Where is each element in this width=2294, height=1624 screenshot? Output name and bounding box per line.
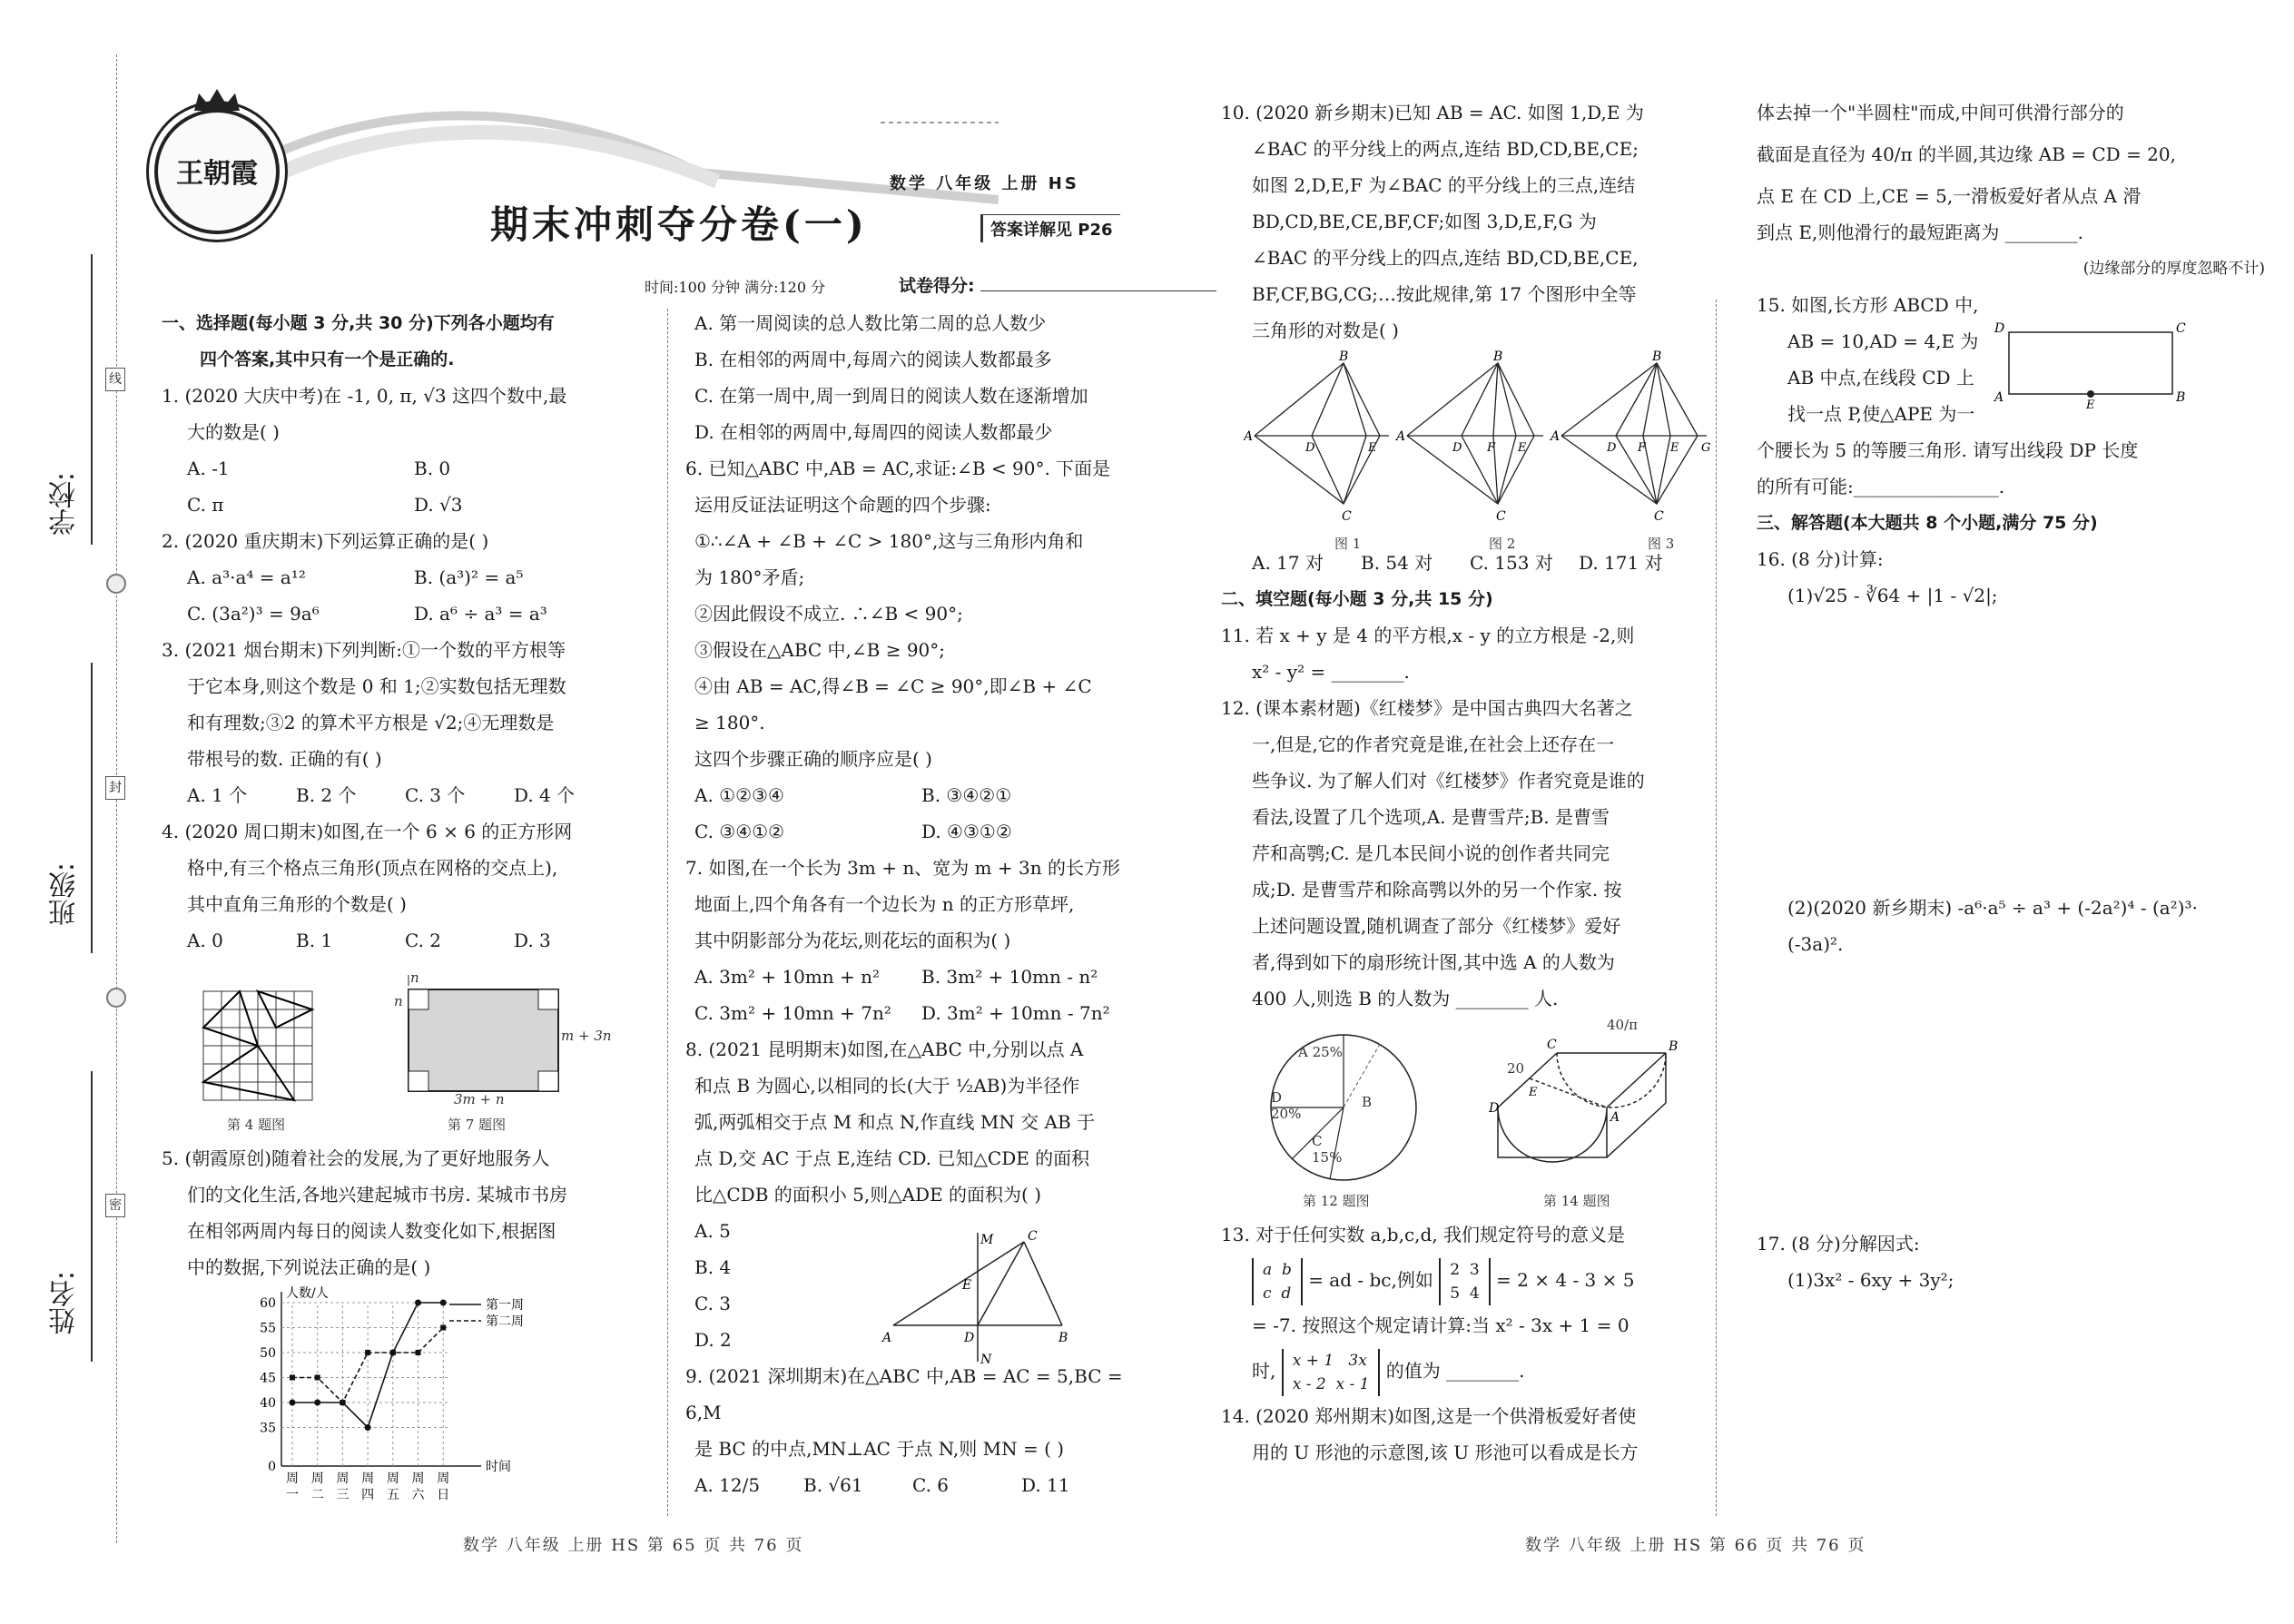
q10-option-b[interactable]: B. 54 对: [1361, 552, 1433, 574]
q6-step4: ④由 AB = AC,得∠B = ∠C ≥ 90°,即∠B + ∠C: [694, 675, 1092, 697]
q10-fig3-caption: 图 3: [1648, 536, 1675, 552]
q7-options-row2: [685, 995, 1157, 1031]
class-label: 班级:: [49, 862, 81, 927]
svg-text:C: C: [1028, 1229, 1038, 1244]
series-2-point: [440, 1325, 446, 1331]
q7-option-a[interactable]: A. 3m² + 10mn + n²: [694, 966, 881, 988]
svg-text:G: G: [1701, 441, 1711, 455]
q9-options: [685, 1467, 1157, 1503]
q2-options-row2: [162, 595, 652, 632]
q6-options-row1: [685, 777, 1157, 813]
q4-grid-figure: [202, 989, 320, 1107]
y-tick-label: 45: [260, 1371, 276, 1386]
x-tick-label-bottom: 一: [286, 1488, 299, 1502]
q5-option-a[interactable]: A. 第一周阅读的总人数比第二周的总人数少: [694, 312, 1047, 334]
series-2-point: [390, 1350, 396, 1355]
q5-line4: 中的数据,下列说法正确的是( ): [187, 1256, 431, 1278]
svg-text:C: C: [1547, 1038, 1557, 1052]
q8-option-c[interactable]: C. 3: [694, 1293, 732, 1314]
q10-line7: 三角形的对数是( ): [1252, 320, 1399, 341]
q13-line4: [1221, 1343, 1702, 1398]
x-axis-label: 时间: [486, 1460, 511, 1474]
svg-text:D: D: [1994, 321, 2005, 336]
name-blank: [91, 1071, 93, 1362]
score-label: [899, 272, 1216, 297]
q12-line2: 一,但是,它的作者究竟是谁,在社会上还存在一: [1252, 733, 1615, 755]
q16-part1: (1)√25 - ∛64 + |1 - √2|;: [1787, 585, 1998, 606]
svg-text:A: A: [1994, 390, 2004, 405]
q7-options-row1: [685, 959, 1157, 995]
class-blank: [91, 663, 93, 953]
q2-option-c[interactable]: C. (3a²)³ = 9a⁶: [187, 603, 320, 625]
q6-line1: 6. 已知△ABC 中,AB = AC,求证:∠B < 90°. 下面是: [685, 458, 1111, 479]
q12-line4: 看法,设置了几个选项,A. 是曹雪芹;B. 是曹雪: [1252, 806, 1610, 828]
q10-options: [1221, 545, 1702, 581]
series-2-point: [340, 1400, 345, 1405]
q6-option-d[interactable]: D. ④③①②: [921, 821, 1012, 842]
q4-line3: 其中直角三角形的个数是( ): [187, 893, 407, 915]
q6-step3: ③假设在△ABC 中,∠B ≥ 90°;: [694, 639, 946, 661]
q5-option-c[interactable]: C. 在第一周中,周一到周日的阅读人数在逐渐增加: [694, 385, 1088, 407]
q1-options-row2: [162, 487, 652, 523]
footer-left: 数学 八年级 上册 HS 第 65 页 共 76 页: [463, 1536, 804, 1555]
q14-line1: 14. (2020 郑州期末)如图,这是一个供滑板爱好者使: [1221, 1405, 1637, 1427]
q12-line6: 成;D. 是曹雪芹和除高鹗以外的另一个作家. 按: [1252, 879, 1622, 901]
q4-option-c[interactable]: C. 2: [405, 930, 442, 951]
q7-figure-caption: 第 7 题图: [448, 1117, 507, 1133]
q3-line4: 带根号的数. 正确的有( ): [187, 748, 382, 770]
svg-text:A: A: [882, 1331, 892, 1345]
y-axis-label: 人数/人: [286, 1286, 329, 1301]
q15-rect-figure: [1993, 318, 2201, 408]
q10-line1: 10. (2020 新乡期末)已知 AB = AC. 如图 1,D,E 为: [1221, 102, 1644, 123]
x-tick-label-top: 周: [336, 1471, 350, 1486]
column-1: [162, 305, 652, 959]
y-tick-label: 60: [260, 1296, 276, 1311]
q4-line1: 4. (2020 周口期末)如图,在一个 6 × 6 的正方形网: [162, 821, 573, 842]
q6-step1b: 为 180°矛盾;: [694, 566, 805, 588]
time-line: 时间:100 分钟 满分:120 分: [645, 279, 826, 296]
svg-text:D: D: [1305, 441, 1315, 455]
q8-line2: 和点 B 为圆心,以相同的长(大于 ½AB)为半径作: [694, 1075, 1080, 1097]
q14-cont-2: 截面是直径为 40/π 的半圆,其边缘 AB = CD = 20,: [1757, 143, 2176, 165]
q10-option-c[interactable]: C. 153 对: [1470, 552, 1553, 574]
q3-option-a[interactable]: A. 1 个: [187, 784, 248, 806]
q12-pie-label-a: A 25%: [1298, 1044, 1343, 1060]
q14-cont-1: 体去掉一个"半圆柱"而成,中间可供滑行部分的: [1757, 102, 2124, 123]
q16-part2: (2)(2020 新乡期末) -a⁶·a⁵ ÷ a³ + (-2a²)⁴ - (a²)³·: [1787, 897, 2198, 919]
q14-cont-4: 到点 E,则他滑行的最短距离为 ________.: [1757, 221, 2084, 243]
x-tick-label-bottom: 二: [310, 1488, 324, 1502]
svg-text:C: C: [1496, 509, 1506, 524]
answer-ref-box: [980, 214, 1120, 242]
q3-line3: 和有理数;③2 的算术平方根是 √2;④无理数是: [187, 712, 555, 733]
q8-option-b[interactable]: B. 4: [694, 1256, 732, 1278]
q5-line2: 们的文化生活,各地兴建起城市书房. 某城市书房: [187, 1184, 568, 1206]
q2-option-d[interactable]: D. a⁶ ÷ a³ = a³: [414, 603, 547, 625]
subject-line: 数学 八年级 上册 HS: [890, 174, 1079, 193]
series-1-point: [365, 1424, 371, 1431]
seal-mark-secret: 密: [105, 1194, 125, 1217]
q13-det-question: x + 1 3x x - 2 x - 1: [1282, 1349, 1381, 1396]
q13-def: = ad - bc,例如: [1308, 1269, 1433, 1291]
svg-text:E: E: [1529, 1086, 1538, 1099]
x-tick-label-bottom: 三: [336, 1488, 350, 1502]
q12-pie-label-b: B: [1362, 1094, 1373, 1110]
series-line-1: [292, 1303, 443, 1428]
y-tick-label: 40: [260, 1396, 276, 1411]
x-tick-label-top: 周: [386, 1471, 399, 1486]
school-label: 学校:: [49, 472, 81, 536]
section-2-heading: 二、填空题(每小题 3 分,共 15 分): [1221, 589, 1493, 609]
q4-option-d[interactable]: D. 3: [514, 930, 551, 951]
q15-line3: AB 中点,在线段 CD 上: [1787, 367, 1974, 389]
x-tick-label-bottom: 四: [361, 1488, 375, 1502]
q16-part2b: (-3a)².: [1787, 933, 1844, 955]
y-tick-label: 55: [260, 1321, 276, 1336]
q2-line1: 2. (2020 重庆期末)下列运算正确的是( ): [162, 530, 489, 552]
q9-line2: 是 BC 的中点,MN⊥AC 于点 N,则 MN = ( ): [694, 1438, 1065, 1460]
q6-option-b[interactable]: B. ③④②①: [921, 784, 1012, 806]
svg-text:E: E: [2086, 399, 2095, 408]
y-origin-label: 0: [268, 1460, 276, 1474]
svg-text:E: E: [1368, 441, 1377, 455]
q10-line5: ∠BAC 的平分线上的四点,连结 BD,CD,BE,CE,: [1252, 247, 1639, 269]
q10-fig2-caption: 图 2: [1489, 536, 1516, 552]
q15-line1: 15. 如图,长方形 ABCD 中,: [1757, 294, 1979, 316]
q7-label-height: m + 3n: [561, 1028, 612, 1044]
svg-text:A: A: [1551, 429, 1561, 444]
x-tick-label-top: 周: [437, 1471, 450, 1486]
q8-line5: 比△CDB 的面积小 5,则△ADE 的面积为( ): [694, 1184, 1041, 1206]
svg-text:A: A: [1244, 429, 1254, 444]
q2-option-a[interactable]: A. a³·a⁴ = a¹²: [187, 566, 306, 588]
series-2-point: [290, 1375, 295, 1381]
q13-line1: 13. 对于任何实数 a,b,c,d, 我们规定符号的意义是: [1221, 1224, 1626, 1245]
series-1-point: [290, 1400, 296, 1406]
q10-line6: BF,CF,BG,CG;…按此规律,第 17 个图形中全等: [1252, 283, 1637, 305]
column-3: [1221, 94, 1702, 349]
q3-option-c[interactable]: C. 3 个: [405, 784, 466, 806]
q12-pie-label-c: C 15%: [1312, 1133, 1343, 1166]
svg-text:D: D: [1452, 441, 1462, 455]
y-tick-label: 50: [260, 1346, 276, 1361]
series-2-point: [416, 1350, 421, 1355]
svg-text:F: F: [1487, 441, 1496, 455]
q8-option-d[interactable]: D. 2: [694, 1329, 732, 1351]
svg-text:F: F: [1638, 441, 1647, 455]
q6-line2: 运用反证法证明这个命题的四个步骤:: [694, 494, 991, 516]
q13-line3: = -7. 按照这个规定请计算:当 x² - 3x + 1 = 0: [1252, 1314, 1629, 1336]
q6-step2: ②因此假设不成立. ∴∠B < 90°;: [694, 603, 963, 625]
svg-text:C: C: [2176, 321, 2186, 336]
q5-line1: 5. (朝霞原创)随着社会的发展,为了更好地服务人: [162, 1147, 550, 1169]
q7-label-n-left: n: [394, 993, 403, 1009]
q7-label-n-top: n: [410, 969, 419, 986]
series-2-point: [315, 1375, 320, 1381]
svg-text:B: B: [2176, 390, 2186, 405]
column-3-lower: [1221, 1216, 1702, 1471]
q1-options-row1: [162, 450, 652, 487]
q7-option-c[interactable]: C. 3m² + 10mn + 7n²: [694, 1002, 891, 1024]
footer-right: 数学 八年级 上册 HS 第 66 页 共 76 页: [1525, 1536, 1866, 1555]
q10-option-d[interactable]: D. 171 对: [1579, 552, 1663, 574]
q12-line3: 些争议. 为了解人们对《红楼梦》作者究竟是谁的: [1252, 770, 1645, 792]
q8-option-a[interactable]: A. 5: [694, 1220, 731, 1242]
q13-line4-suffix: 的值为 ________.: [1385, 1360, 1525, 1382]
q3-line1: 3. (2021 烟台期末)下列判断:①一个数的平方根等: [162, 639, 566, 661]
q1-line1: 1. (2020 大庆中考)在 -1, 0, π, √3 这四个数中,最: [162, 385, 567, 407]
q8-line3: 弧,两弧相交于点 M 和点 N,作直线 MN 交 AB 于: [694, 1111, 1096, 1133]
q17-block: [1757, 1225, 2265, 1298]
svg-text:A: A: [1610, 1110, 1620, 1125]
seal-mark-seal: 封: [105, 776, 125, 800]
q6-option-c[interactable]: C. ③④①②: [694, 821, 785, 842]
q11-line1: 11. 若 x + y 是 4 的平方根,x - y 的立方根是 -2,则: [1221, 625, 1635, 646]
q14-label-20: 20: [1507, 1060, 1525, 1077]
svg-text:M: M: [980, 1233, 994, 1247]
q9-line1: 9. (2021 深圳期末)在△ABC 中,AB = AC = 5,BC = 6,M: [685, 1365, 1123, 1423]
svg-text:B: B: [1058, 1331, 1068, 1345]
svg-text:E: E: [962, 1278, 972, 1293]
q10-fig1-caption: 图 1: [1334, 536, 1362, 552]
q7-option-b[interactable]: B. 3m² + 10mn - n²: [921, 966, 1098, 988]
q12-pie-label-d: D 20%: [1271, 1089, 1302, 1122]
svg-text:B: B: [1669, 1039, 1679, 1054]
svg-text:N: N: [980, 1353, 992, 1367]
q4-option-a[interactable]: A. 0: [187, 930, 223, 951]
q6-option-a[interactable]: A. ①②③④: [694, 784, 784, 806]
x-tick-label-top: 周: [411, 1471, 425, 1486]
binding-margin: [0, 0, 122, 1624]
x-tick-label-bottom: 六: [411, 1488, 425, 1502]
q12-figure-caption: 第 12 题图: [1303, 1193, 1370, 1209]
school-blank: [91, 254, 93, 545]
q6-step4b: ≥ 180°.: [694, 712, 765, 733]
q1-option-a[interactable]: A. -1: [187, 458, 230, 479]
score-blank[interactable]: [980, 274, 1216, 291]
section-1-heading-2: 四个答案,其中只有一个是正确的.: [200, 349, 455, 369]
q9-option-c[interactable]: C. 6: [912, 1474, 950, 1496]
x-tick-label-bottom: 日: [437, 1488, 450, 1502]
q7-label-width: 3m + n: [454, 1091, 505, 1107]
q12-line8: 者,得到如下的扇形统计图,其中选 A 的人数为: [1252, 951, 1615, 973]
seal-mark-line: 线: [105, 368, 125, 391]
q5-option-b[interactable]: B. 在相邻的两周中,每周六的阅读人数都最多: [694, 349, 1052, 370]
q11-line2: x² - y² = ________.: [1252, 661, 1410, 683]
y-tick-label: 35: [260, 1421, 276, 1436]
q15-line6: 的所有可能:________________.: [1757, 476, 2005, 497]
svg-text:B: B: [1339, 349, 1349, 364]
q4-line2: 格中,有三个格点三角形(顶点在网格的交点上),: [187, 857, 558, 879]
series-1-point: [440, 1300, 447, 1306]
q3-options: [162, 777, 652, 813]
q2-option-b[interactable]: B. (a³)² = a⁵: [414, 566, 524, 588]
svg-text:C: C: [1654, 509, 1664, 524]
x-tick-label-bottom: 五: [386, 1488, 399, 1502]
svg-text:B: B: [1493, 349, 1503, 364]
q8-triangle-figure: [881, 1225, 1089, 1371]
x-tick-label-top: 周: [286, 1471, 299, 1486]
q9-option-d[interactable]: D. 11: [1021, 1474, 1070, 1496]
q4-figure-caption: 第 4 题图: [227, 1117, 286, 1133]
q13-det-symbol: a b c d: [1252, 1258, 1303, 1305]
section-3-heading: 三、解答题(本大题共 8 个小题,满分 75 分): [1757, 513, 2098, 533]
series-1-point: [415, 1300, 421, 1306]
score-label-text: 试卷得分:: [899, 276, 975, 296]
column-1-lower: [162, 1140, 652, 1285]
q3-option-b[interactable]: B. 2 个: [296, 784, 357, 806]
q14-cont-3: 点 E 在 CD 上,CE = 5,一滑板爱好者从点 A 滑: [1757, 185, 2141, 207]
q17-line1: 17. (8 分)分解因式:: [1757, 1233, 1920, 1255]
q1-option-c[interactable]: C. π: [187, 494, 224, 516]
svg-text:D: D: [1607, 441, 1617, 455]
q7-line3: 其中阴影部分为花坛,则花坛的面积为( ): [694, 930, 1011, 951]
q3-line2: 于它本身,则这个数是 0 和 1;②实数包括无理数: [187, 675, 566, 697]
q5-option-d[interactable]: D. 在相邻的两周中,每周四的阅读人数都最少: [694, 421, 1053, 443]
q12-line1: 12. (课本素材题)《红楼梦》是中国古典四大名著之: [1221, 697, 1633, 719]
q12-line9: 400 人,则选 B 的人数为 ________ 人.: [1252, 988, 1559, 1009]
q10-line4: BD,CD,BE,CE,BF,CF;如图 3,D,E,F,G 为: [1252, 211, 1597, 232]
svg-text:D: D: [964, 1331, 975, 1345]
q7-option-d[interactable]: D. 3m² + 10mn - 7n²: [921, 1002, 1110, 1024]
binding-ring-2: [106, 988, 126, 1008]
q13-det-example: 2 3 5 4: [1439, 1258, 1490, 1305]
series-1-point: [314, 1400, 320, 1406]
x-tick-label-top: 周: [310, 1471, 324, 1486]
q9-option-a[interactable]: A. 12/5: [694, 1474, 761, 1496]
q1-option-b[interactable]: B. 0: [414, 458, 451, 479]
q2-options-row1: [162, 559, 652, 595]
x-tick-label-top: 周: [361, 1471, 375, 1486]
legend-label-1: 第一周: [486, 1298, 524, 1313]
svg-text:D: D: [1489, 1101, 1500, 1116]
q10-option-a[interactable]: A. 17 对: [1252, 552, 1324, 574]
q14-line2: 用的 U 形池的示意图,该 U 形池可以看成是长方: [1252, 1442, 1639, 1463]
q6-step1: ①∴∠A + ∠B + ∠C > 180°,这与三角形内角和: [694, 530, 1084, 552]
q17-part1: (1)3x² - 6xy + 3y²;: [1787, 1269, 1954, 1291]
q10-line2: ∠BAC 的平分线上的两点,连结 BD,CD,BE,CE;: [1252, 138, 1639, 160]
q13-line2: [1221, 1253, 1702, 1307]
column-divider-2: [1716, 300, 1717, 1516]
answer-ref: 答案详解见 P26: [990, 221, 1113, 240]
svg-text:E: E: [1518, 441, 1527, 455]
q7-line1: 7. 如图,在一个长为 3m + n、宽为 m + 3n 的长方形: [685, 857, 1120, 879]
column-divider-1: [667, 309, 668, 1516]
q8-line4: 点 D,交 AC 于点 E,连结 CD. 已知△CDE 的面积: [694, 1147, 1090, 1169]
q13-example-value: = 2 × 4 - 3 × 5: [1496, 1269, 1635, 1291]
q14-upool-figure: [1489, 1021, 1689, 1176]
q5-line-chart: [241, 1284, 549, 1502]
svg-text:A: A: [1396, 429, 1406, 444]
q13-line4-prefix: 时,: [1252, 1360, 1276, 1382]
section-1-heading: 一、选择题(每小题 3 分,共 30 分)下列各小题均有: [162, 313, 555, 333]
q1-line2: 大的数是( ): [187, 421, 280, 443]
q4-options: [162, 922, 652, 959]
q5-line3: 在相邻两周内每日的阅读人数变化如下,根据图: [187, 1220, 556, 1242]
series-2-point: [365, 1350, 370, 1355]
q9-option-b[interactable]: B. √61: [803, 1474, 863, 1496]
q16-line1: 16. (8 分)计算:: [1757, 548, 1884, 570]
svg-text:C: C: [1342, 509, 1352, 524]
q14-label-diameter: 40/π: [1607, 1017, 1638, 1033]
legend-label-2: 第二周: [486, 1314, 524, 1329]
q1-option-d[interactable]: D. √3: [414, 494, 463, 516]
q7-line2: 地面上,四个角各有一个边长为 n 的正方形草坪,: [694, 893, 1075, 915]
q14-figure-caption: 第 14 题图: [1543, 1193, 1610, 1209]
q15-line4: 找一点 P,使△APE 为一: [1787, 403, 1975, 425]
q15-line5: 个腰长为 5 的等腰三角形. 请写出线段 DP 长度: [1757, 439, 2139, 461]
logo-seal: [154, 109, 280, 234]
page-title: 期末冲刺夺分卷(一): [490, 202, 868, 247]
logo-text: 王朝霞: [176, 158, 258, 190]
binding-ring-1: [106, 574, 126, 594]
q15-line2: AB = 10,AD = 4,E 为: [1787, 330, 1979, 352]
q14-note: (边缘部分的厚度忽略不计): [2082, 260, 2265, 278]
q12-line5: 芹和高鹗;C. 是几本民间小说的创作者共同完: [1252, 842, 1610, 864]
svg-text:B: B: [1652, 349, 1662, 364]
q10-figures: [1244, 349, 1716, 531]
column-3-mid: [1221, 545, 1702, 1017]
svg-text:E: E: [1670, 441, 1679, 455]
q8-line1: 8. (2021 昆明期末)如图,在△ABC 中,分别以点 A: [685, 1038, 1084, 1060]
q12-line7: 上述问题设置,随机调查了部分《红楼梦》爱好: [1252, 915, 1621, 937]
q3-option-d[interactable]: D. 4 个: [514, 784, 576, 806]
q10-line3: 如图 2,D,E,F 为∠BAC 的平分线上的三点,连结: [1252, 174, 1636, 196]
q6-line3: 这四个步骤正确的顺序应是( ): [694, 748, 932, 770]
q16-part2-block: [1757, 890, 2265, 962]
q6-options-row2: [685, 813, 1157, 850]
name-label: 姓名:: [49, 1271, 81, 1335]
q4-option-b[interactable]: B. 1: [296, 930, 333, 951]
